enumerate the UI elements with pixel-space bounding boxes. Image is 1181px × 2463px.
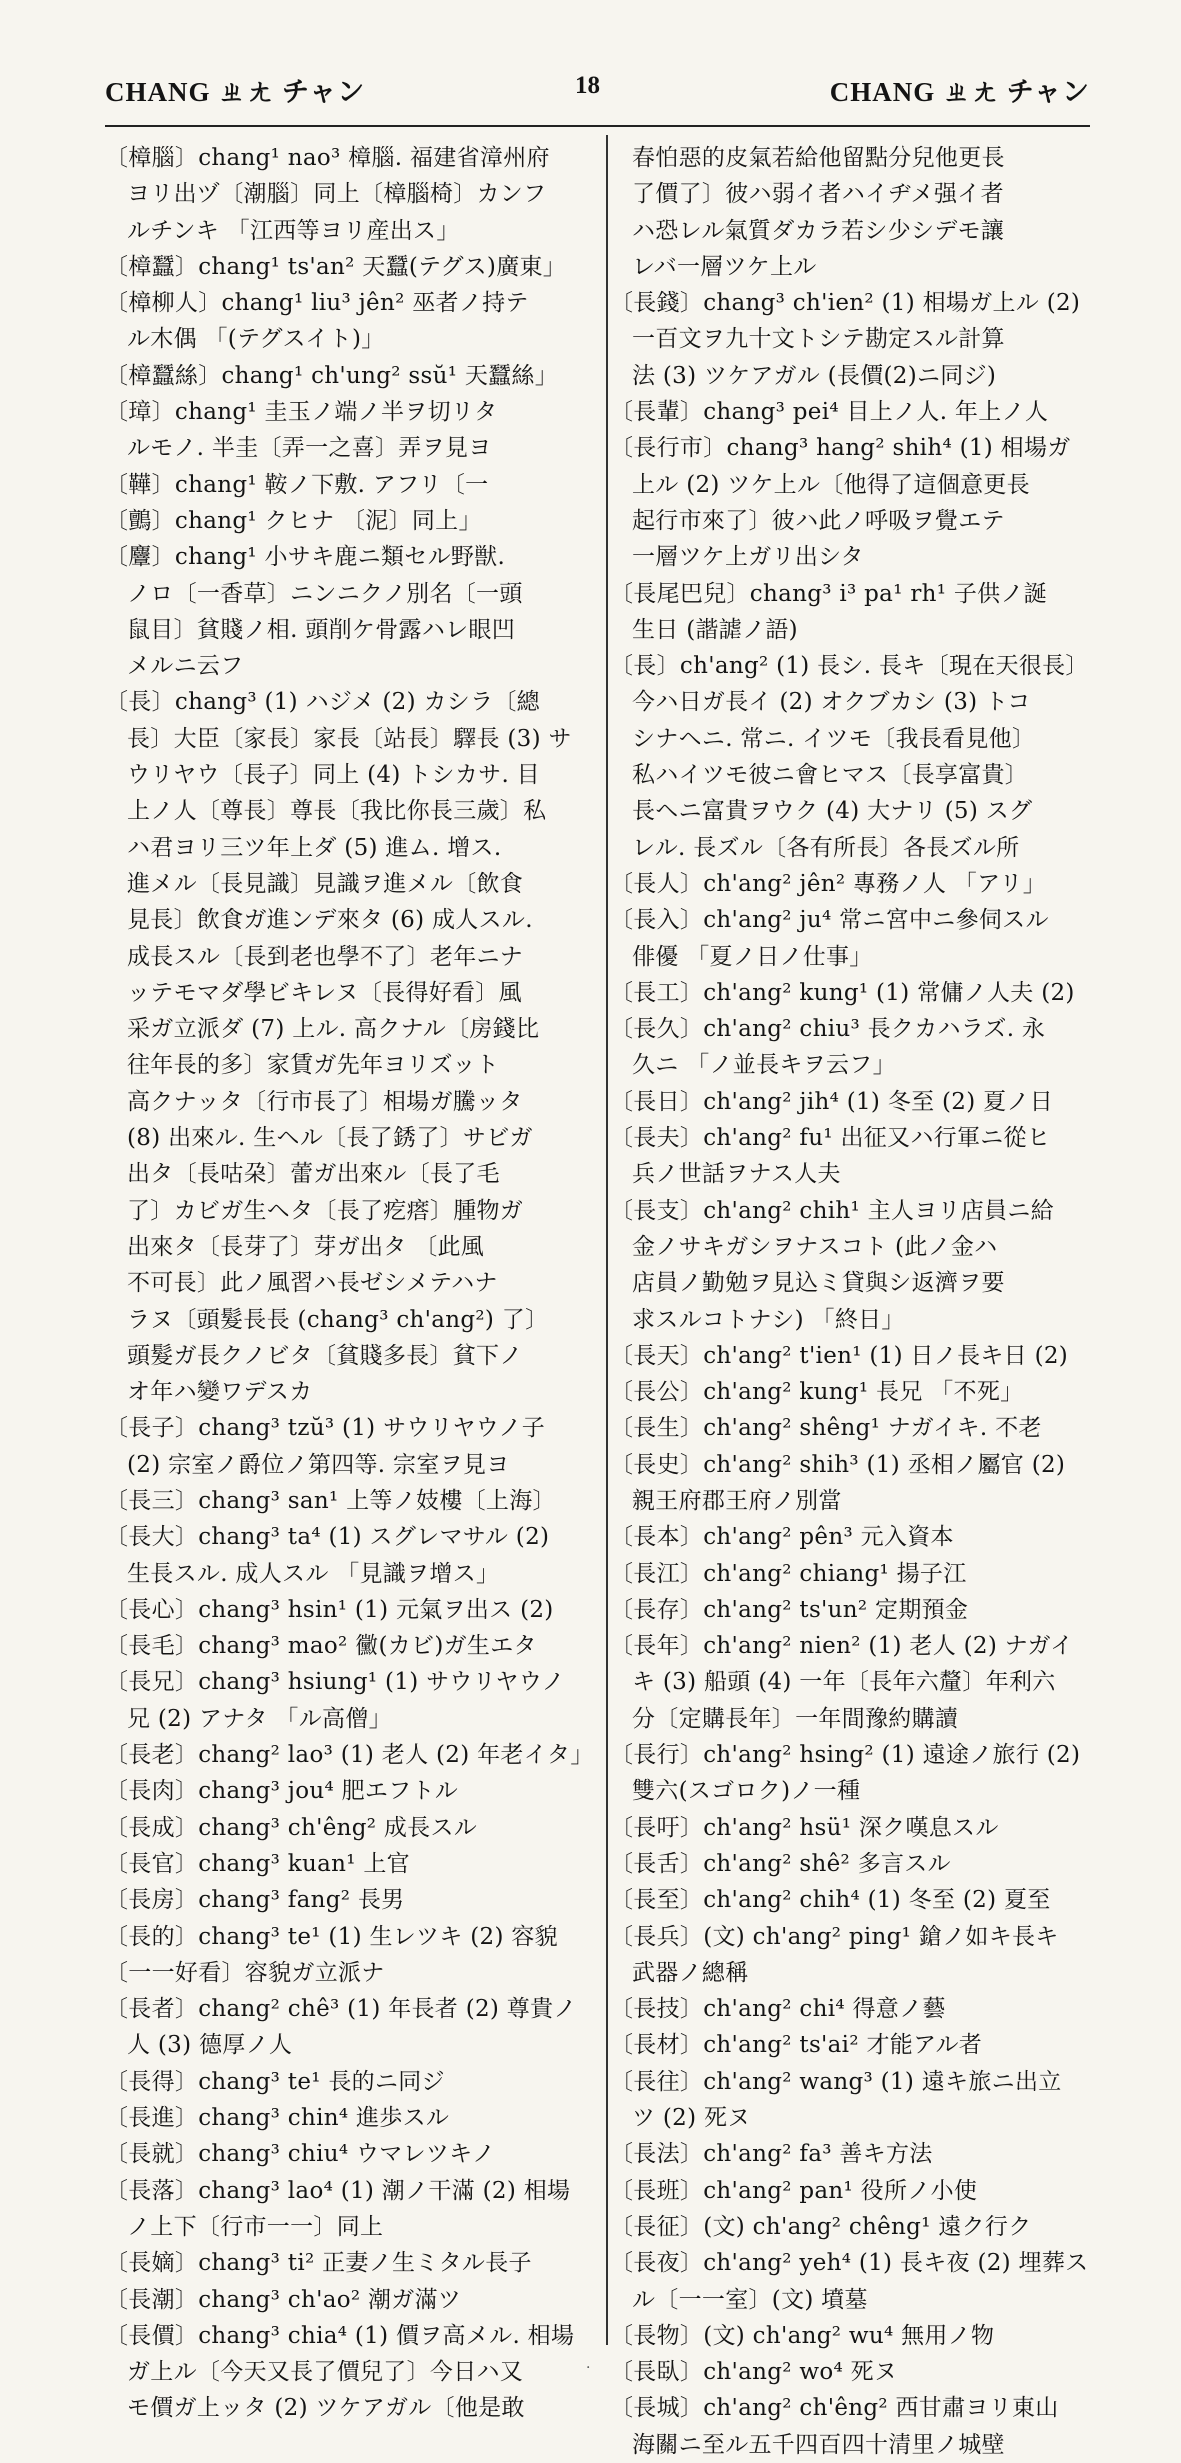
entry-line: メルニ云フ: [127, 653, 244, 680]
entry-line: 〔長史〕ch'ang² shih³ (1) 丞相ノ屬官 (2): [610, 1451, 1066, 1478]
entry-line: 〔長兵〕(文) ch'ang² ping¹ 鎗ノ如キ長キ: [610, 1923, 1059, 1950]
entry-line: 〔長錢〕chang³ ch'ien² (1) 相場ガ上ル (2): [610, 290, 1081, 317]
entry-line: 生長スル. 成人スル 「見識ヲ增ス」: [127, 1560, 500, 1587]
entry-line: 〔長尾巴兒〕chang³ i³ pa¹ rh¹ 子供ノ誕: [610, 580, 1048, 607]
entry-line: 高クナッタ〔行市長了〕相場ガ騰ッタ: [127, 1088, 523, 1115]
entry-line: 〔鞾〕chang¹ 鞍ノ下敷. アフリ〔一: [105, 471, 489, 498]
entry-line: 〔長夜〕ch'ang² yeh⁴ (1) 長キ夜 (2) 埋葬ス: [610, 2250, 1089, 2277]
entry-line: 親王府郡王府ノ別當: [632, 1487, 842, 1514]
entry-line: 〔長存〕ch'ang² ts'un² 定期預金: [610, 1596, 969, 1623]
entry-line: 長ヘニ富貴ヲウク (4) 大ナリ (5) スグ: [632, 798, 1033, 825]
entry-line: 〔長材〕ch'ang² ts'ai² 才能アル者: [610, 2032, 983, 2059]
entry-line: 上ノ人〔尊長〕尊長〔我比你長三歲〕私: [127, 798, 547, 825]
entry-line: 進メル〔長見識〕見識ヲ進メル〔飲食: [127, 870, 524, 897]
entry-line: 店員ノ勤勉ヲ見込ミ貸與シ返濟ヲ要: [632, 1270, 1005, 1297]
entry-line: 〔長房〕chang³ fang² 長男: [105, 1887, 405, 1914]
entry-line: 出來タ〔長芽了〕芽ガ出タ 〔此風: [127, 1233, 485, 1260]
left-column: [105, 140, 595, 2427]
entry-line: 〔麞〕chang¹ 小サキ鹿ニ類セル野獣.: [105, 544, 506, 571]
entry-line: 了〕カビガ生ヘタ〔長了疙瘩〕腫物ガ: [127, 1197, 524, 1224]
entry-line: 〔長輩〕chang³ pei⁴ 目上ノ人. 年上ノ人: [610, 399, 1049, 426]
entry-line: 〔長嫡〕chang³ ti² 正妻ノ生ミタル長子: [105, 2250, 532, 2277]
entry-line: 〔長舌〕ch'ang² shê² 多言スル: [610, 1850, 951, 1877]
entry-line: 〔長往〕ch'ang² wang³ (1) 遠キ旅ニ出立: [610, 2068, 1062, 2095]
entry-line: 〔長行市〕chang³ hang² shih⁴ (1) 相場ガ: [610, 435, 1071, 462]
entry-line: 〔長毛〕chang³ mao² 黴(カビ)ガ生エタ: [105, 1633, 537, 1660]
entry-line: 〔長年〕ch'ang² nien² (1) 老人 (2) ナガイ: [610, 1633, 1074, 1660]
entry-line: 法 (3) ツケアガル (長價(2)ニ同ジ): [632, 362, 997, 389]
entry-line: 采ガ立派ダ (7) 上ル. 高クナル〔房錢比: [127, 1016, 540, 1043]
entry-line: (2) 宗室ノ爵位ノ第四等. 宗室ヲ見ヨ: [127, 1451, 510, 1478]
entry-line: 兵ノ世話ヲナス人夫: [632, 1161, 841, 1188]
entry-line: ルモノ. 半圭〔弄一之喜〕弄ヲ見ヨ: [127, 435, 492, 462]
entry-line: 〔長入〕ch'ang² ju⁴ 常ニ宮中ニ參伺スル: [610, 907, 1049, 934]
entry-line: 求スルコトナシ) 「終日」: [632, 1306, 905, 1333]
entry-line: ガ上ル〔今天又長了價兒了〕今日ハ又: [127, 2359, 524, 2386]
entry-line: キ (3) 船頭 (4) 一年〔長年六釐〕年利六: [632, 1669, 1056, 1696]
entry-line: ツ (2) 死ヌ: [632, 2105, 751, 2132]
entry-line: 往年長的多〕家賃ガ先年ヨリズット: [127, 1052, 500, 1079]
entry-line: 〔長久〕ch'ang² chiu³ 長クカハラズ. 永: [610, 1016, 1046, 1043]
entry-line: 人 (3) 德厚ノ人: [127, 2032, 293, 2059]
entry-line: 〔長老〕chang² lao³ (1) 老人 (2) 年老イタ」: [105, 1742, 594, 1769]
entry-line: (8) 出來ル. 生ヘル〔長了銹了〕サビガ: [127, 1125, 533, 1152]
entry-line: 〔長潮〕chang³ ch'ao² 潮ガ滿ツ: [105, 2286, 462, 2313]
entry-line: 〔長工〕ch'ang² kung¹ (1) 常傭ノ人夫 (2): [610, 979, 1075, 1006]
entry-line: 〔長成〕chang³ ch'êng² 成長スル: [105, 1814, 478, 1841]
entry-line: 〔長本〕ch'ang² pên³ 元入資本: [610, 1524, 954, 1551]
entry-line: 〔長人〕ch'ang² jên² 專務ノ人 「アリ」: [610, 870, 1047, 897]
entry-line: 〔長征〕(文) ch'ang² chêng¹ 遠ク行ク: [610, 2213, 1032, 2240]
entry-line: 〔長夫〕ch'ang² fu¹ 出征又ハ行軍ニ從ヒ: [610, 1125, 1051, 1152]
entry-line: 〔長兄〕chang³ hsiung¹ (1) サウリヤウノ: [105, 1669, 565, 1696]
entry-line: 一百文ヲ九十文トシテ勘定スル計算: [632, 326, 1005, 353]
entry-line: 見長〕飲食ガ進ンデ來タ (6) 成人スル.: [127, 907, 533, 934]
entry-line: 〔長至〕ch'ang² chih⁴ (1) 冬至 (2) 夏至: [610, 1887, 1051, 1914]
entry-line: 今ハ日ガ長イ (2) オクブカシ (3) トコ: [632, 689, 1031, 716]
entry-line: レル. 長ズル〔各有所長〕各長ズル所: [632, 834, 1020, 861]
entry-line: 鼠目〕貧賤ノ相. 頭削ケ骨露ハレ眼凹: [127, 616, 516, 643]
entry-line: 〔樟柳人〕chang¹ liu³ jên² 巫者ノ持テ: [105, 290, 529, 317]
entry-line: 〔長子〕chang³ tzŭ³ (1) サウリヤウノ子: [105, 1415, 546, 1442]
entry-line: 〔長江〕ch'ang² chiang¹ 揚子江: [610, 1560, 967, 1587]
entry-line: 長〕大臣〔家長〕家長〔站長〕驛長 (3) サ: [127, 725, 572, 752]
entry-line: 〔長班〕ch'ang² pan¹ 役所ノ小使: [610, 2177, 978, 2204]
entry-line: 〔長得〕chang³ te¹ 長的ニ同ジ: [105, 2068, 445, 2095]
entry-line: 不可長〕此ノ風習ハ長ゼシメテハナ: [127, 1270, 498, 1297]
entry-line: 成長スル〔長到老也學不了〕老年ニナ: [127, 943, 524, 970]
entry-line: 〔長價〕chang³ chia⁴ (1) 價ヲ高メル. 相場: [105, 2322, 575, 2349]
entry-line: 雙六(スゴロク)ノ一種: [632, 1778, 861, 1805]
column-divider: [606, 135, 608, 2345]
entry-line: ノロ〔一香草〕ニンニクノ別名〔一頭: [127, 580, 523, 607]
entry-line: 〔長進〕chang³ chin⁴ 進歩スル: [105, 2105, 450, 2132]
entry-line: 〔長落〕chang³ lao⁴ (1) 潮ノ干滿 (2) 相場: [105, 2177, 571, 2204]
entry-line: 海關ニ至ル五千四百四十清里ノ城壁: [632, 2431, 1005, 2458]
right-column: [610, 140, 1090, 2463]
entry-line: ルチンキ 「江西等ヨリ産出ス」: [127, 217, 460, 244]
entry-line: 〔鸇〕chang¹ クヒナ 〔泥〕同上」: [105, 507, 482, 534]
entry-line: 〔長官〕chang³ kuan¹ 上官: [105, 1850, 410, 1877]
entry-line: ラヌ〔頭髮長長 (chang³ ch'ang²) 了〕: [127, 1306, 549, 1333]
entry-line: 〔長心〕chang³ hsin¹ (1) 元氣ヲ出ス (2): [105, 1596, 554, 1623]
entry-line: 〔長吁〕ch'ang² hsü¹ 深ク嘆息スル: [610, 1814, 999, 1841]
entry-line: 〔長天〕ch'ang² t'ien¹ (1) 日ノ長キ日 (2): [610, 1342, 1069, 1369]
entry-line: ハ君ヨリ三ツ年上ダ (5) 進ム. 增ス.: [127, 834, 502, 861]
entry-line: 〔樟蠶絲〕chang¹ ch'ung² ssŭ¹ 天蠶絲」: [105, 362, 559, 389]
entry-line: モ價ガ上ッタ (2) ツケアガル〔他是敢: [127, 2395, 525, 2422]
entry-line: 了價了〕彼ハ弱イ者ハイヂメ强イ者: [632, 181, 1004, 208]
entry-line: 〔長三〕chang³ san¹ 上等ノ妓樓〔上海〕: [105, 1487, 556, 1514]
entry-line: 春怕惡的皮氣若給他留點分兒他更長: [632, 145, 1005, 171]
entry-line: ル〔一一室〕(文) 墳墓: [632, 2286, 868, 2313]
entry-line: ノ上下〔行市一一〕同上: [127, 2213, 384, 2240]
entry-line: 〔長技〕ch'ang² chi⁴ 得意ノ藝: [610, 1996, 946, 2023]
entry-line: 一層ツケ上ガリ出シタ: [632, 544, 864, 571]
page-number: 18: [575, 72, 600, 99]
entry-line: 金ノサキガシヲナスコト (此ノ金ハ: [632, 1233, 998, 1260]
entry-line: 〔長者〕chang² chê³ (1) 年長者 (2) 尊貴ノ: [105, 1996, 577, 2023]
entry-line: レバ一層ツケ上ル: [632, 253, 817, 280]
entry-line: 〔長法〕ch'ang² fa³ 善キ方法: [610, 2141, 933, 2168]
entry-line: ル木偶 「(テグスイト)」: [127, 326, 385, 353]
entry-line: 〔璋〕chang¹ 圭玉ノ端ノ半ヲ切リタ: [105, 399, 498, 426]
entry-line: 〔長就〕chang³ chiu⁴ ウマレツキノ: [105, 2141, 496, 2168]
entry-line: ッテモマダ學ビキレヌ〔長得好看〕風: [127, 979, 522, 1006]
entry-line: 俳優 「夏ノ日ノ仕事」: [632, 943, 873, 970]
entry-line: 〔長〕chang³ (1) ハジメ (2) カシラ〔總: [105, 689, 540, 716]
entry-line: 〔長的〕chang³ te¹ (1) 生レツキ (2) 容貌: [105, 1923, 558, 1950]
entry-line: 武器ノ總稱: [632, 1959, 749, 1986]
entry-line: 久ニ 「ノ並長キヲ云フ」: [632, 1052, 896, 1079]
entry-line: 私ハイツモ彼ニ會ヒマス〔長享富貴〕: [632, 762, 1029, 789]
header-rule: [105, 125, 1090, 127]
entry-line: 〔長大〕chang³ ta⁴ (1) スグレマサル (2): [105, 1524, 550, 1551]
entry-line: 〔樟蠶〕chang¹ ts'an² 天蠶(テグス)廣東」: [105, 253, 567, 280]
entry-line: 上ル (2) ツケ上ル〔他得了這個意更長: [632, 471, 1030, 498]
entry-line: 〔長日〕ch'ang² jih⁴ (1) 冬至 (2) 夏ノ日: [610, 1088, 1054, 1115]
entry-line: 〔長肉〕chang³ jou⁴ 肥エフトル: [105, 1778, 459, 1805]
entry-line: シナヘニ. 常ニ. イツモ〔我長看見他〕: [632, 725, 1036, 752]
entry-line: 〔長城〕ch'ang² ch'êng² 西甘肅ヨリ東山: [610, 2395, 1059, 2422]
page-header: [105, 70, 1090, 120]
entry-line: 分〔定購長年〕一年間豫約購讀: [632, 1705, 959, 1732]
entry-line: 〔樟腦〕chang¹ nao³ 樟腦. 福建省漳州府: [105, 145, 550, 171]
entry-line: 〔長生〕ch'ang² shêng¹ ナガイキ. 不老: [610, 1415, 1042, 1442]
entry-line: ウリヤウ〔長子〕同上 (4) トシカサ. 目: [127, 762, 540, 789]
entry-line: 兄 (2) アナタ 「ル高僧」: [127, 1705, 392, 1732]
header-left-heading: CHANG ㄓㄤ チャン: [105, 77, 366, 107]
entry-line: 〔一一好看〕容貌ガ立派ナ: [105, 1959, 385, 1986]
entry-line: 起行市來了〕彼ハ此ノ呼吸ヲ覺エテ: [632, 507, 1005, 534]
entry-line: ハ恐レル氣質ダカラ若シ少シデモ讓: [632, 217, 1005, 244]
entry-line: 〔長行〕ch'ang² hsing² (1) 遠途ノ旅行 (2): [610, 1742, 1081, 1769]
entry-line: オ年ハ變ワデスカ: [127, 1379, 313, 1406]
entry-line: 〔長支〕ch'ang² chih¹ 主人ヨリ店員ニ給: [610, 1197, 1054, 1224]
header-right-heading: CHANG ㄓㄤ チャン: [829, 77, 1090, 107]
entry-line: 〔長臥〕ch'ang² wo⁴ 死ヌ: [610, 2359, 898, 2386]
entry-line: ヨリ出ヅ〔潮腦〕同上〔樟腦椅〕カンフ: [127, 181, 547, 208]
entry-line: 〔長〕ch'ang² (1) 長シ. 長キ〔現在天很長〕: [610, 653, 1089, 680]
footer-mark: ·: [586, 2360, 591, 2376]
entry-line: 頭髮ガ長クノビタ〔貧賤多長〕貧下ノ: [127, 1342, 523, 1369]
entry-line: 〔長物〕(文) ch'ang² wu⁴ 無用ノ物: [610, 2322, 995, 2349]
entry-line: 生日 (諧謔ノ語): [632, 616, 798, 643]
entry-line: 出タ〔長咕朶〕蕾ガ出來ル〔長了毛: [127, 1161, 500, 1188]
entry-line: 〔長公〕ch'ang² kung¹ 長兄 「不死」: [610, 1379, 1024, 1406]
